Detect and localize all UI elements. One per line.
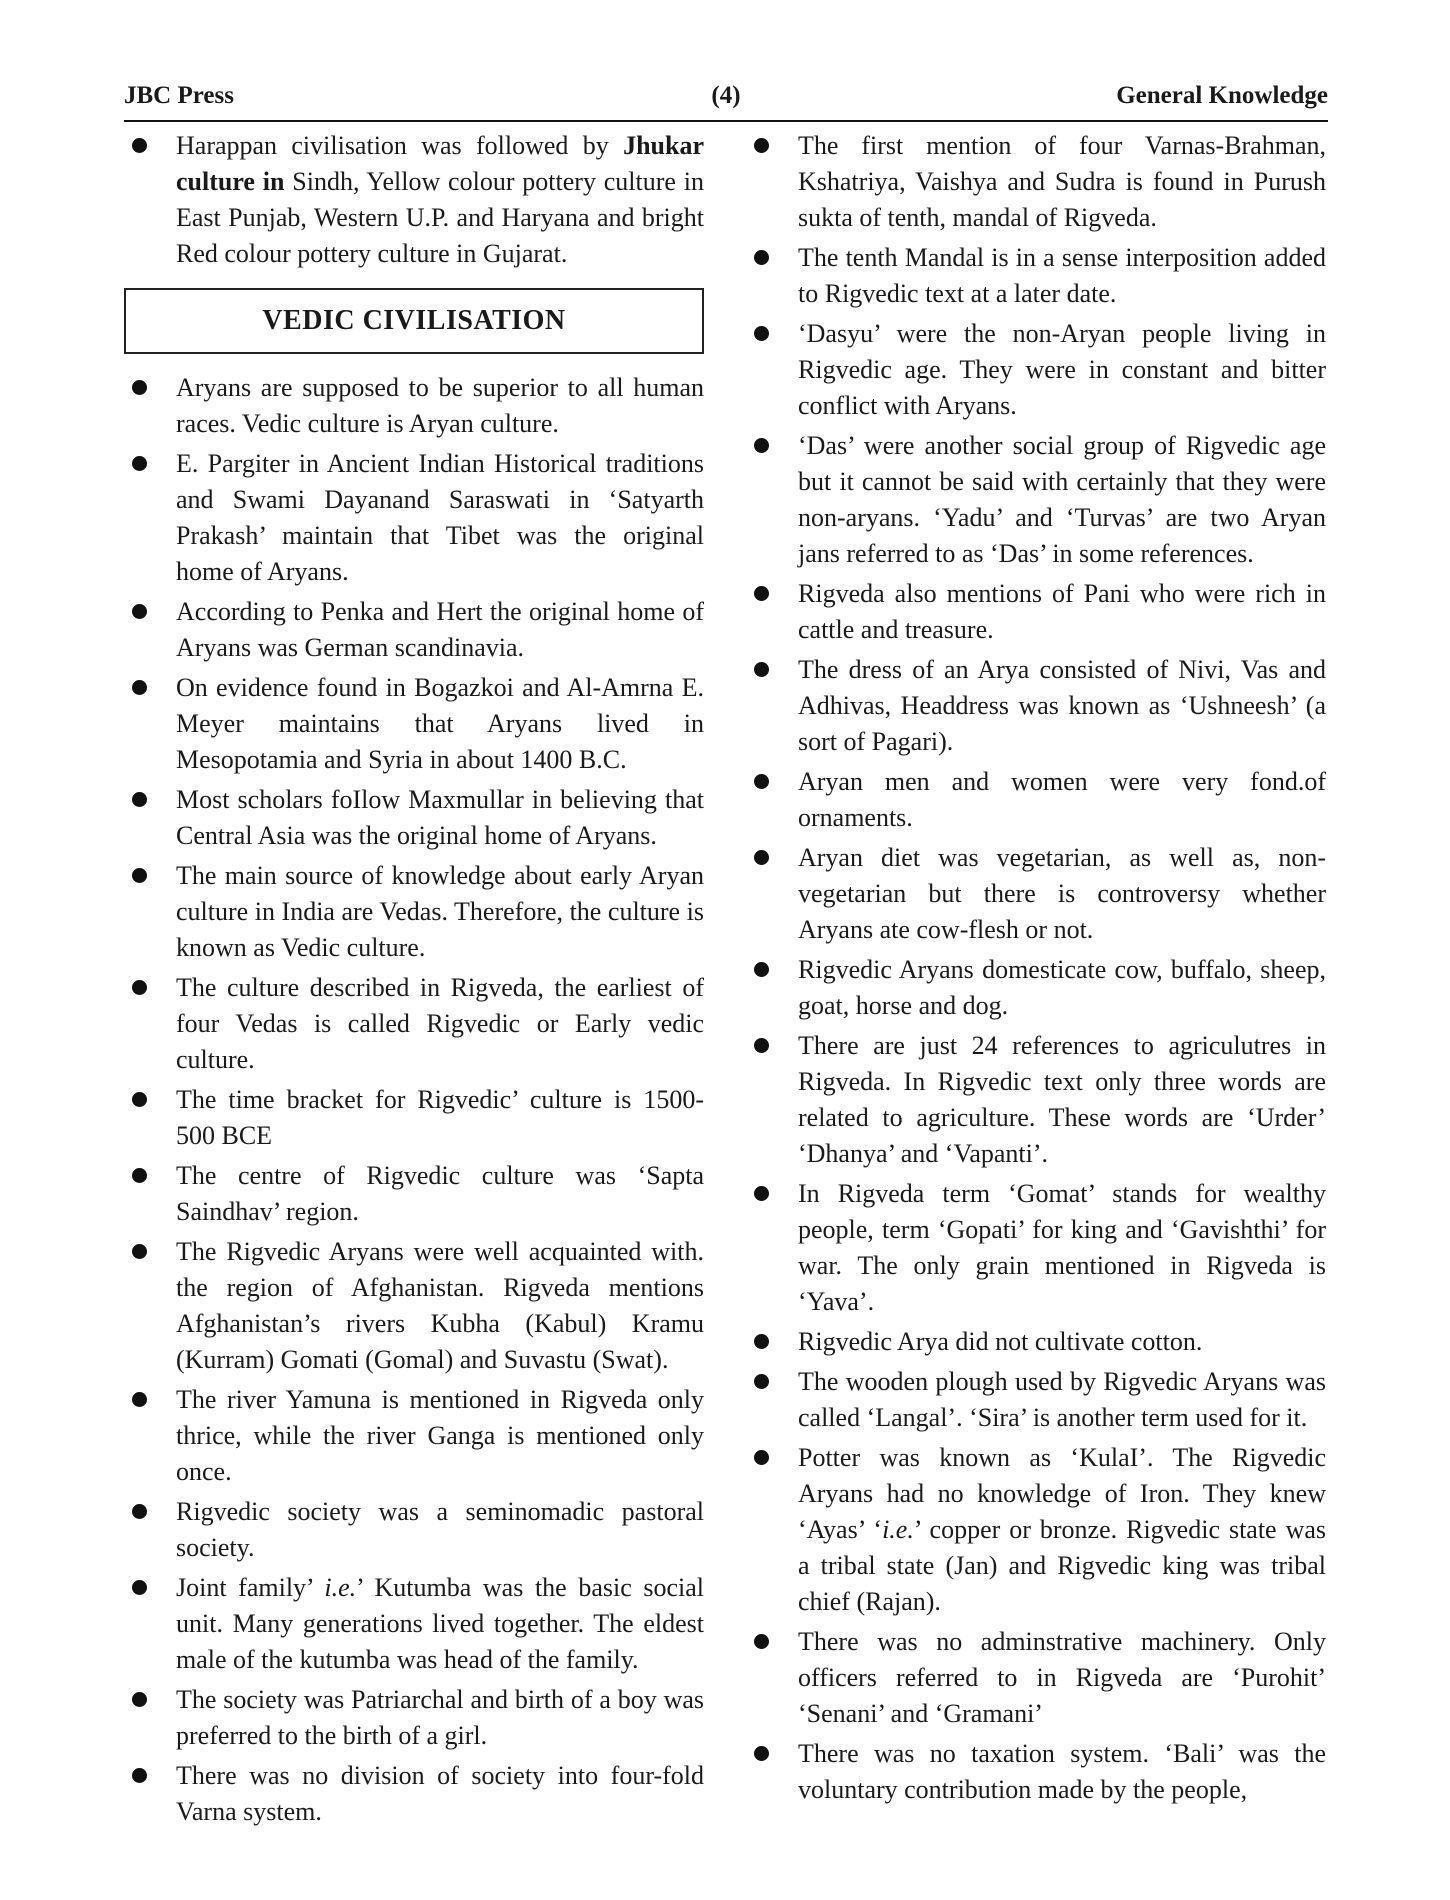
list-item: Aryan men and women were very fond.of ornaments.: [746, 764, 1326, 836]
bullet-icon: [132, 1504, 147, 1519]
bullet-icon: [754, 662, 769, 677]
page-number: (4): [711, 82, 741, 109]
list-item: The society was Patriarchal and birth of a boy was preferred to the birth of a girl.: [124, 1682, 704, 1754]
list-item: Aryans are supposed to be superior to all human races. Vedic culture is Aryan culture.: [124, 370, 704, 442]
bullet-icon: [132, 1768, 147, 1783]
bullet-icon: [754, 850, 769, 865]
publisher-name: JBC Press: [124, 82, 234, 109]
list-item: On evidence found in Bogazkoi and Al-Amrna E. Meyer maintains that Aryans lived in Mesopotamia and Syria in about 1400 B.C.: [124, 670, 704, 778]
list-item: Potter was known as ‘KulaI’. The Rigvedic Aryans had no knowledge of Iron. They knew ‘Ayas’ ‘i.e.’ copper or bronze. Rigvedic state was a tribal state (Jan) and Rigvedic king was tribal chief (Rajan).: [746, 1440, 1326, 1620]
list-item: E. Pargiter in Ancient Indian Historical traditions and Swami Dayanand Saraswati in ‘Satyarth Prakash’ maintain that Tibet was the original home of Aryans.: [124, 446, 704, 590]
subject-title: General Knowledge: [1116, 82, 1328, 109]
bullet-icon: [132, 980, 147, 995]
list-item: There was no division of society into four-fold Varna system.: [124, 1758, 704, 1830]
page-header: [124, 80, 1328, 122]
list-item: The river Yamuna is mentioned in Rigveda only thrice, while the river Ganga is mentioned only once.: [124, 1382, 704, 1490]
list-item: The centre of Rigvedic culture was ‘Sapta Saindhav’ region.: [124, 1158, 704, 1230]
list-item: There was no adminstrative machinery. Only officers referred to in Rigveda are ‘Purohit’ ‘Senani’ and ‘Gramani’: [746, 1624, 1326, 1732]
bullet-icon: [132, 604, 147, 619]
list-item: There are just 24 references to agriculutres in Rigveda. In Rigvedic text only three words are related to agriculture. These words are ‘Urder’ ‘Dhanya’ and ‘Vapanti’.: [746, 1028, 1326, 1172]
list-item: ‘Dasyu’ were the non-Aryan people living in Rigvedic age. They were in constant and bitter conflict with Aryans.: [746, 316, 1326, 424]
bullet-icon: [132, 380, 147, 395]
bullet-icon: [754, 326, 769, 341]
bullet-icon: [132, 1244, 147, 1259]
bullet-icon: [754, 438, 769, 453]
bullet-icon: [132, 1692, 147, 1707]
bullet-icon: [754, 774, 769, 789]
list-item: Rigvedic Aryans domesticate cow, buffalo, sheep, goat, horse and dog.: [746, 952, 1326, 1024]
bullet-icon: [754, 586, 769, 601]
bullet-icon: [132, 1392, 147, 1407]
bullet-icon: [754, 1374, 769, 1389]
list-item: The culture described in Rigveda, the earliest of four Vedas is called Rigvedic or Early vedic culture.: [124, 970, 704, 1078]
bullet-icon: [754, 1038, 769, 1053]
list-item: The Rigvedic Aryans were well acquainted with. the region of Afghanistan. Rigveda mentions Afghanistan’s rivers Kubha (Kabul) Kramu (Kurram) Gomati (Gomal) and Suvastu (Swat).: [124, 1234, 704, 1378]
bullet-icon: [132, 868, 147, 883]
bullet-icon: [754, 962, 769, 977]
bullet-icon: [754, 1186, 769, 1201]
list-item: In Rigveda term ‘Gomat’ stands for wealthy people, term ‘Gopati’ for king and ‘Gavishthi’ for war. The only grain mentioned in Rigveda is ‘Yava’.: [746, 1176, 1326, 1320]
section-heading: VEDIC CIVILISATION: [124, 288, 704, 354]
bullet-icon: [132, 1168, 147, 1183]
list-item: Most scholars foIlow Maxmullar in believing that Central Asia was the original home of Aryans.: [124, 782, 704, 854]
list-item: The first mention of four Varnas-Brahman, Kshatriya, Vaishya and Sudra is found in Purush sukta of tenth, mandal of Rigveda.: [746, 128, 1326, 236]
right-column: [746, 128, 1326, 1812]
list-item: Joint family’ i.e.’ Kutumba was the basic social unit. Many generations lived together. The eldest male of the kutumba was head of the family.: [124, 1570, 704, 1678]
list-item: Aryan diet was vegetarian, as well as, non-vegetarian but there is controversy whether Aryans ate cow-flesh or not.: [746, 840, 1326, 948]
bullet-icon: [132, 1092, 147, 1107]
list-item: The wooden plough used by Rigvedic Aryans was called ‘Langal’. ‘Sira’ is another term used for it.: [746, 1364, 1326, 1436]
left-column: [124, 128, 704, 1834]
bullet-icon: [132, 680, 147, 695]
list-item: According to Penka and Hert the original home of Aryans was German scandinavia.: [124, 594, 704, 666]
bullet-icon: [754, 1634, 769, 1649]
list-item: The time bracket for Rigvedic’ culture is 1500-500 BCE: [124, 1082, 704, 1154]
list-item: There was no taxation system. ‘Bali’ was the voluntary contribution made by the people,: [746, 1736, 1326, 1808]
list-item: Harappan civilisation was followed by Jhukar culture in Sindh, Yellow colour pottery culture in East Punjab, Western U.P. and Haryana and bright Red colour pottery culture in Gujarat.: [124, 128, 704, 272]
left-list: [124, 370, 704, 1830]
bullet-icon: [132, 792, 147, 807]
list-item: The dress of an Arya consisted of Nivi, Vas and Adhivas, Headdress was known as ‘Ushneesh’ (a sort of Pagari).: [746, 652, 1326, 760]
list-item: The tenth Mandal is in a sense interposition added to Rigvedic text at a later date.: [746, 240, 1326, 312]
bullet-icon: [754, 1450, 769, 1465]
list-item: The main source of knowledge about early Aryan culture in India are Vedas. Therefore, the culture is known as Vedic culture.: [124, 858, 704, 966]
list-item: Rigveda also mentions of Pani who were rich in cattle and treasure.: [746, 576, 1326, 648]
bullet-icon: [754, 1334, 769, 1349]
list-item: Rigvedic Arya did not cultivate cotton.: [746, 1324, 1326, 1360]
bullet-icon: [132, 138, 147, 153]
bullet-icon: [754, 138, 769, 153]
list-item: Rigvedic society was a seminomadic pastoral society.: [124, 1494, 704, 1566]
bullet-icon: [754, 1746, 769, 1761]
bullet-icon: [754, 250, 769, 265]
list-item: ‘Das’ were another social group of Rigvedic age but it cannot be said with certainly that they were non-aryans. ‘Yadu’ and ‘Turvas’ are two Aryan jans referred to as ‘Das’ in some references.: [746, 428, 1326, 572]
bullet-icon: [132, 1580, 147, 1595]
bullet-icon: [132, 456, 147, 471]
